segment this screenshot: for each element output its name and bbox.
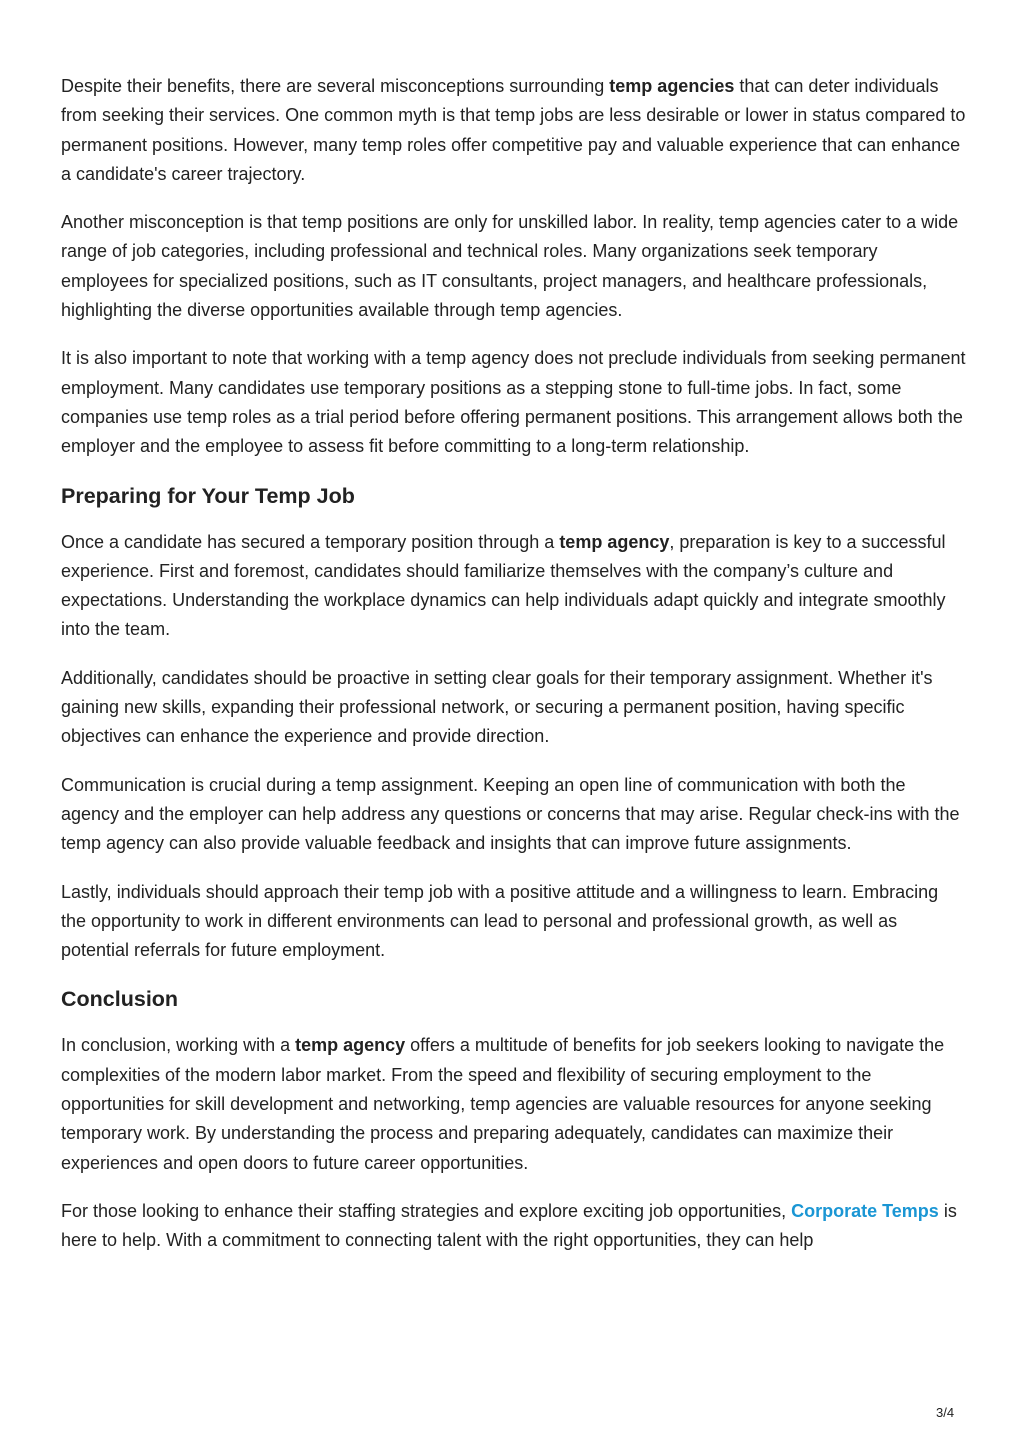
text-segment: In conclusion, working with a bbox=[61, 1035, 296, 1056]
paragraph-misconceptions-intro bbox=[61, 72, 966, 189]
paragraph-preparation bbox=[61, 528, 966, 645]
paragraph-goals: Additionally, candidates should be proactive in setting clear goals for their temporary assignment. Whether it's gaining new skills, expanding their professional network, or securing a permanent position, having specific objectives can enhance the experience and provide direction. bbox=[61, 667, 933, 747]
bold-keyword-temp-agency: temp agency bbox=[559, 531, 670, 552]
page-number: 3/4 bbox=[936, 1405, 955, 1420]
text-segment: For those looking to enhance their staffing strategies and explore exciting job opportunities, bbox=[61, 1200, 792, 1221]
text-segment: is here to help. With a commitment to connecting talent with the right opportunities, they can help bbox=[61, 1200, 957, 1251]
document-page bbox=[61, 72, 966, 1275]
corporate-temps-link[interactable]: Corporate Temps bbox=[791, 1200, 939, 1221]
paragraph-communication: Communication is crucial during a temp assignment. Keeping an open line of communication with both the agency and the employer can help address any questions or concerns that may arise. Regular check-ins with the temp agency can also provide valuable feedback and insights that can improve future assignments. bbox=[61, 774, 960, 854]
text-segment: that can deter individuals from seeking their services. One common myth is that temp jobs are less desirable or lower in status compared to permanent positions. However, many temp roles offer competitive pay and valuable experience that can enhance a candidate's career trajectory. bbox=[61, 76, 966, 184]
paragraph-conclusion-summary bbox=[61, 1031, 966, 1177]
bold-keyword-temp-agencies: temp agencies bbox=[609, 76, 735, 96]
paragraph-call-to-action bbox=[61, 1197, 966, 1256]
text-segment: , preparation is key to a successful experience. First and foremost, candidates should familiarize themselves with the company’s culture and expectations. Understanding the workplace dynamics can help individuals adapt quickly and integrate smoothly into the team. bbox=[61, 531, 946, 640]
text-segment: offers a multitude of benefits for job seekers looking to navigate the complexities of the modern labor market. From the speed and flexibility of securing employment to the opportunities for skill development and networking, temp agencies are valuable resources for anyone seeking temporary work. By understanding the process and preparing adequately, candidates can maximize their experiences and open doors to future career opportunities. bbox=[61, 1035, 945, 1173]
text-segment: Once a candidate has secured a temporary position through a bbox=[61, 531, 560, 552]
text-segment: Despite their benefits, there are several misconceptions surrounding bbox=[61, 76, 610, 96]
paragraph-permanent-employment: It is also important to note that working with a temp agency does not preclude individuals from seeking permanent employment. Many candidates use temporary positions as a stepping stone to full-time jobs. In fact, some companies use temp roles as a trial period before offering permanent positions. This arrangement allows both the employer and the employee to assess fit before committing to a long-term relationship. bbox=[61, 348, 966, 457]
bold-keyword-temp-agency: temp agency bbox=[295, 1035, 406, 1056]
paragraph-attitude: Lastly, individuals should approach their temp job with a positive attitude and a willingness to learn. Embracing the opportunity to work in different environments can lead to personal and professional growth, as well as potential referrals for future employment. bbox=[61, 881, 939, 961]
heading-preparing-for-temp-job: Preparing for Your Temp Job bbox=[61, 483, 355, 508]
heading-conclusion: Conclusion bbox=[61, 987, 179, 1012]
paragraph-unskilled-labor-myth: Another misconception is that temp positions are only for unskilled labor. In reality, temp agencies cater to a wide range of job categories, including professional and technical roles. Many organizations seek temporary employees for specialized positions, such as IT consultants, project managers, and healthcare professionals, highlighting the diverse opportunities available through temp agencies. bbox=[61, 212, 959, 321]
